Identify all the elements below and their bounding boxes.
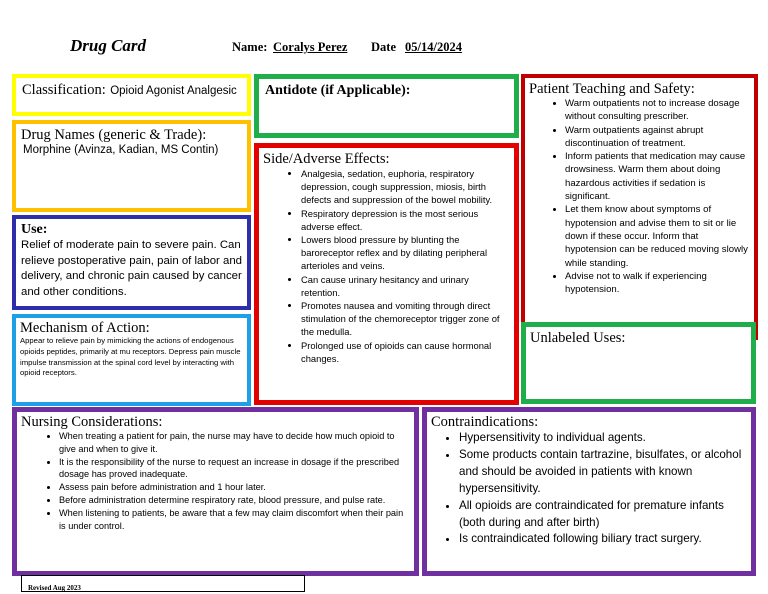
list-item: • Let them know about symptoms of hypotension and advise them to sit or lie down if these occur. Inform that hypotension can be reduced moving slowly while standing.: [565, 203, 748, 269]
side-effects-box: [254, 143, 519, 405]
revised-label: Revised Aug 2023: [28, 584, 81, 592]
classification-value: Opioid Agonist Analgesic: [110, 85, 237, 97]
unlabeled-uses-box: [521, 322, 756, 404]
contraindications-box: [422, 407, 756, 576]
name-value: Coralys Perez: [273, 40, 348, 54]
use-box: [12, 215, 251, 310]
list-item: • When listening to patients, be aware that a few may claim discomfort when their pain is under control.: [59, 507, 406, 533]
use-label: Use:: [21, 222, 48, 237]
list-item: • When treating a patient for pain, the nurse may have to decide how much opioid to give and when to give it.: [59, 430, 406, 456]
list-item: • All opioids are contraindicated for premature infants (both during and after birth): [459, 498, 745, 532]
side-effects-label: Side/Adverse Effects:: [263, 151, 390, 167]
date-label: Date: [371, 40, 396, 54]
unlabeled-uses-label: Unlabeled Uses:: [530, 330, 626, 346]
name-label: Name:: [232, 40, 268, 54]
list-item: • It is the responsibility of the nurse to request an increase in dosage if the prescribed dosage has proved inadequate.: [59, 456, 406, 482]
classification-box: [12, 74, 251, 116]
patient-teaching-box: [521, 74, 758, 340]
name-value-wrap: [273, 40, 347, 55]
list-item: • Is contraindicated following biliary tract surgery.: [459, 531, 745, 548]
list-item: • Prolonged use of opioids can cause hormonal changes.: [301, 339, 508, 365]
list-item: • Promotes nausea and vomiting through direct stimulation of the chemoreceptor trigger zone of the medulla.: [301, 299, 508, 339]
drug-names-value: Morphine (Avinza, Kadian, MS Contin): [23, 144, 219, 156]
contraindications-list: [431, 430, 747, 548]
antidote-label: Antidote (if Applicable):: [265, 83, 411, 98]
list-item: • Inform patients that medication may cause drowsiness. Warm them about doing hazardous activities if sedation is significant.: [565, 150, 748, 203]
mechanism-text: Appear to relieve pain by mimicking the actions of endogenous opioids peptides, primarily at mu receptors. Depress pain muscle impulse transmission at the spinal cord level by interacting with opioid receptors.: [20, 336, 241, 378]
mechanism-box: [12, 314, 251, 406]
list-item: • Can cause urinary hesitancy and urinary retention.: [301, 273, 508, 299]
contraindications-label: Contraindications:: [431, 414, 539, 430]
drug-names-box: [12, 120, 251, 212]
drug-names-label: Drug Names (generic & Trade):: [21, 127, 207, 143]
revised-footer: [21, 575, 305, 592]
nursing-box: [12, 407, 419, 576]
page-title: Drug Card: [70, 36, 147, 55]
date-value: 05/14/2024: [405, 40, 462, 54]
list-item: • Advise not to walk if experiencing hypotension.: [565, 270, 748, 297]
list-item: • Hypersensitivity to individual agents.: [459, 430, 745, 447]
patient-teaching-list: [529, 97, 750, 296]
list-item: • Warm outpatients not to increase dosage without consulting prescriber.: [565, 97, 748, 124]
mechanism-label: Mechanism of Action:: [20, 320, 150, 336]
use-text: Relief of moderate pain to severe pain. Can relieve postoperative pain, pain of labor and delivery, and chronic pain caused by cancer and other conditions.: [21, 239, 242, 298]
nursing-list: [21, 430, 410, 532]
antidote-box: [254, 74, 519, 138]
list-item: • Analgesia, sedation, euphoria, respiratory depression, cough suppression, miosis, birth defects and suppression of the bowel mobility.: [301, 167, 508, 207]
list-item: • Warm outpatients against abrupt discontinuation of treatment.: [565, 124, 748, 151]
classification-label: Classification:: [22, 82, 106, 98]
side-effects-list: [263, 167, 510, 365]
list-item: • Lowers blood pressure by blunting the baroreceptor reflex and by dilating peripheral arterioles and veins.: [301, 233, 508, 273]
patient-teaching-label: Patient Teaching and Safety:: [529, 81, 695, 97]
list-item: • Assess pain before administration and 1 hour later.: [59, 481, 406, 494]
nursing-label: Nursing Considerations:: [21, 414, 163, 430]
list-item: • Some products contain tartrazine, bisulfates, or alcohol and should be avoided in patients with known hypersensitivity.: [459, 447, 745, 498]
list-item: • Respiratory depression is the most serious adverse effect.: [301, 207, 508, 233]
list-item: • Before administration determine respiratory rate, blood pressure, and pulse rate.: [59, 494, 406, 507]
date-value-wrap: [405, 40, 462, 55]
